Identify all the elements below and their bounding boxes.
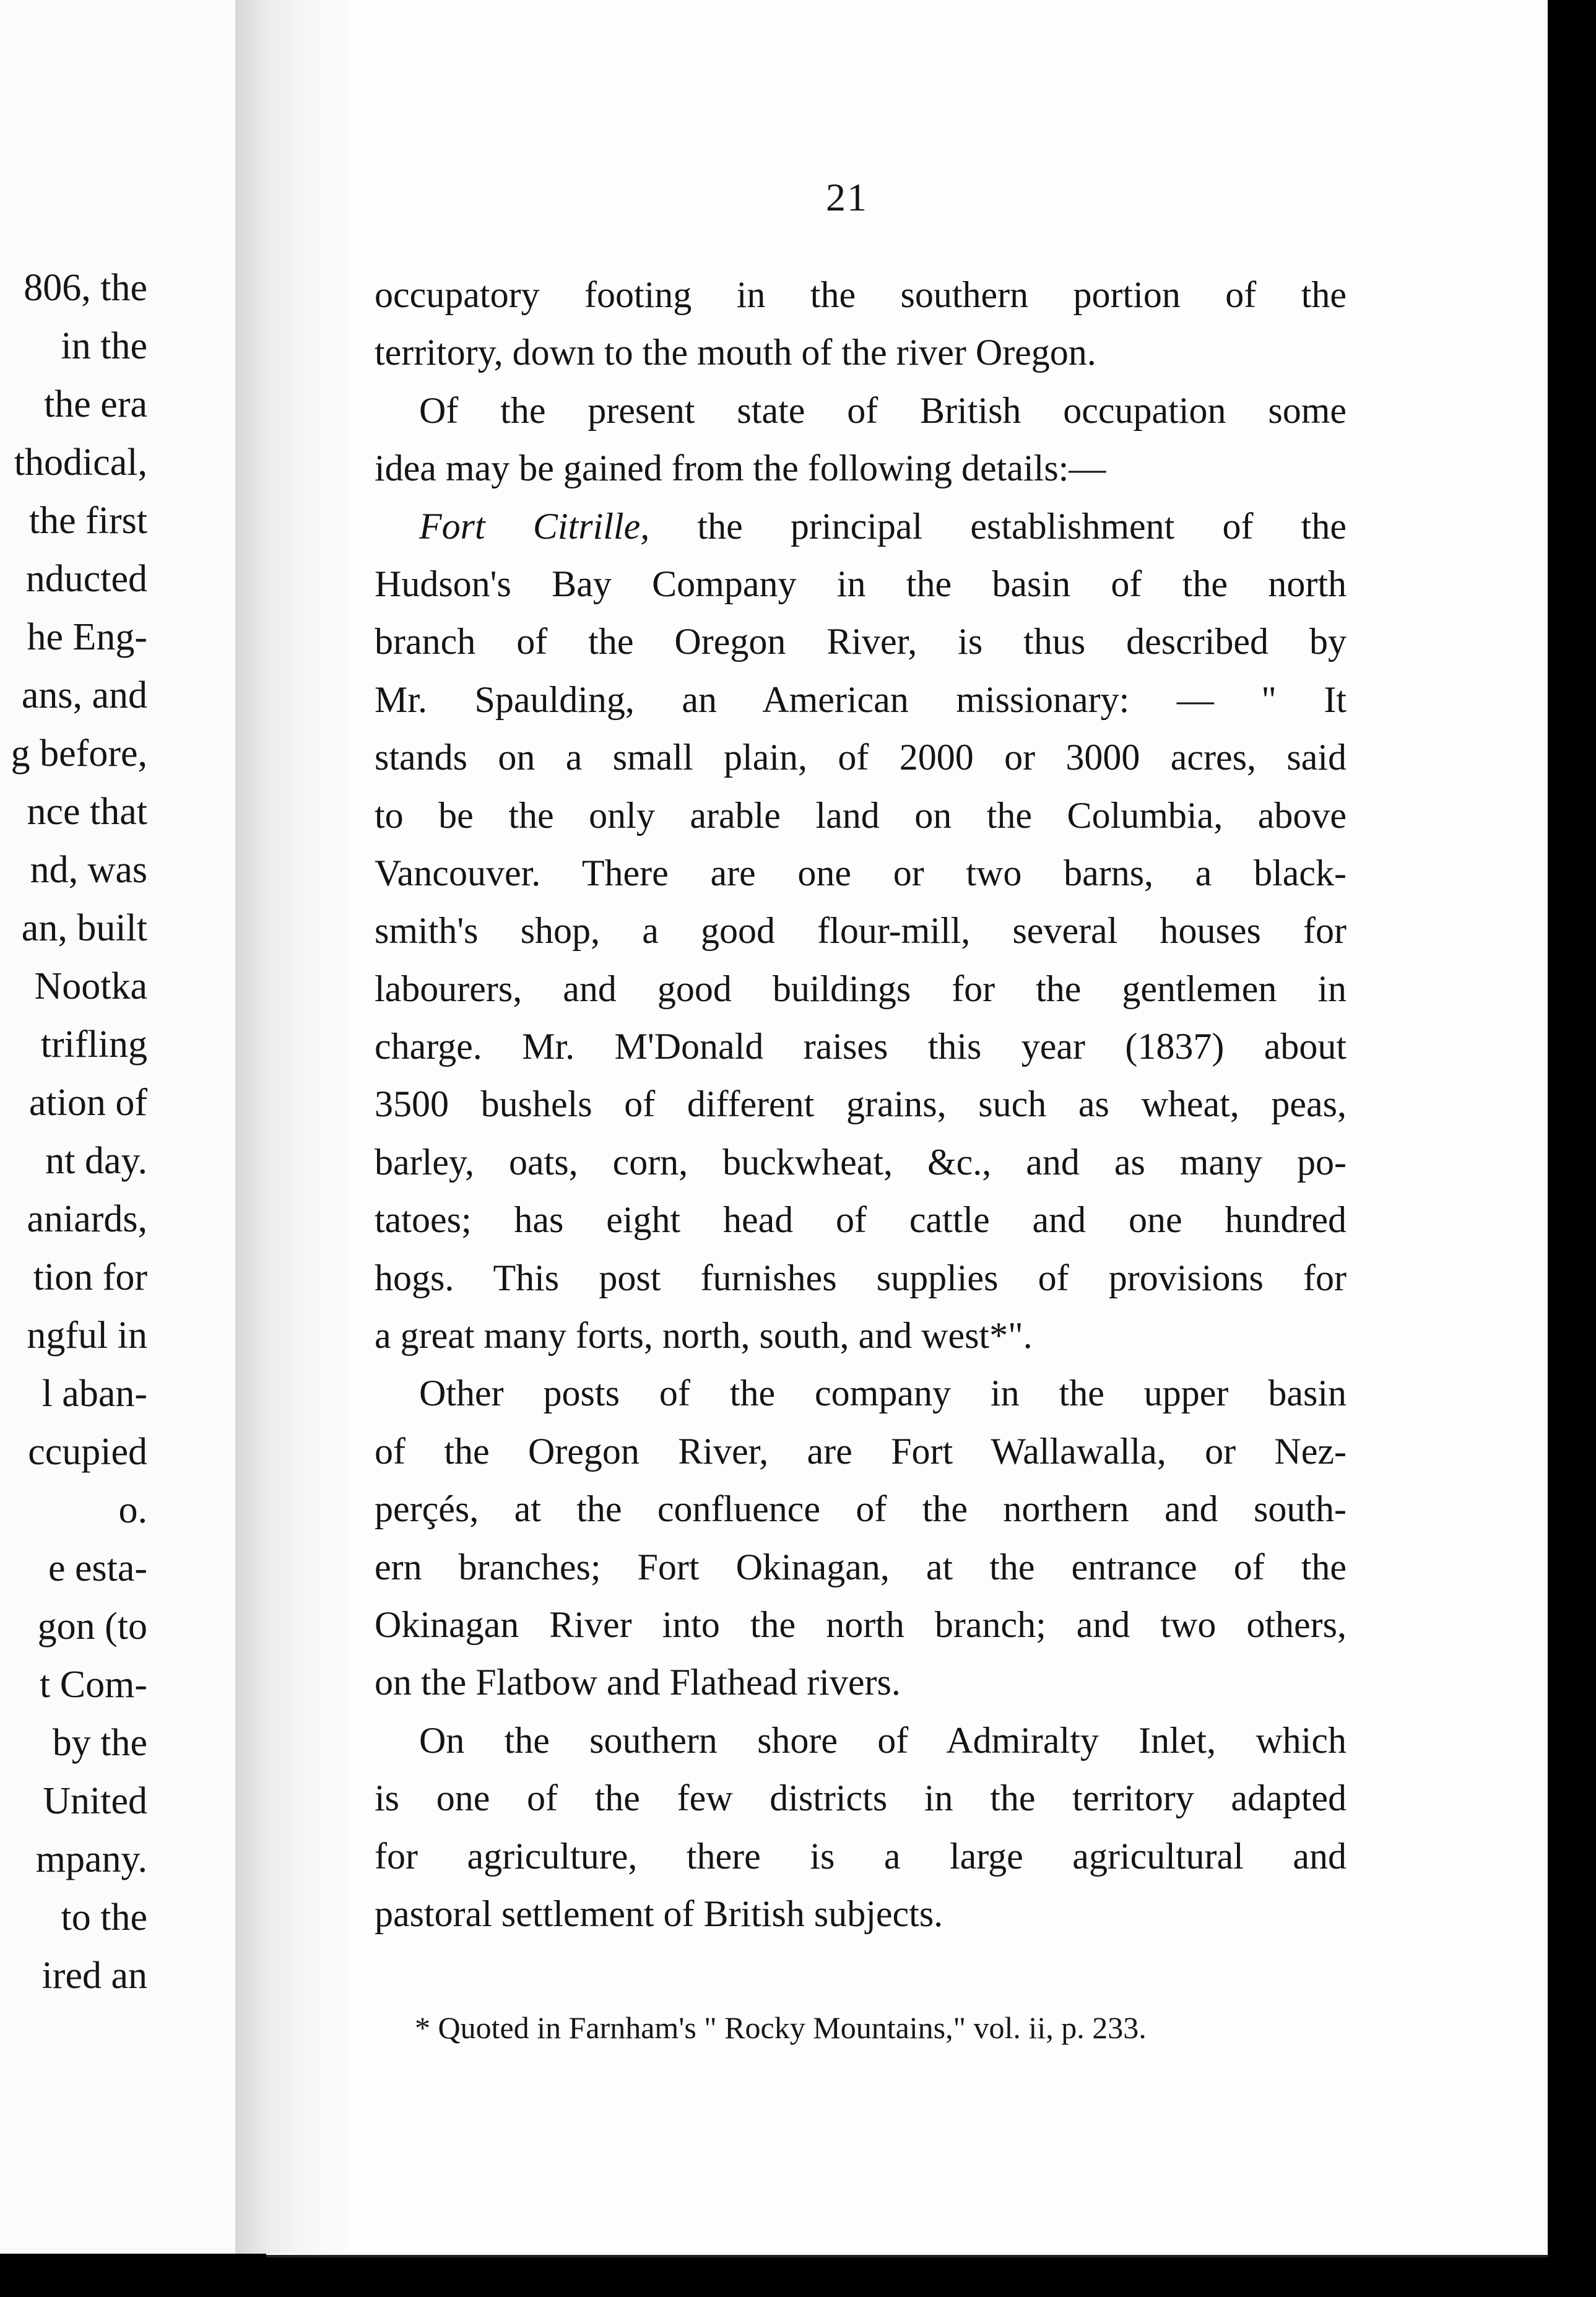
previous-page-sliver [0,0,236,2254]
previous-page-line: ccupied [28,1431,147,1473]
previous-page-line: l aban- [41,1373,147,1415]
text-line: a great many forts, north, south, and west*". [375,1315,1033,1357]
previous-page-line: ired an [41,1955,147,1997]
previous-page-line: in the [61,325,147,367]
text-line: charge. Mr. M'Donald raises this year (1837) about [375,1026,1347,1067]
text-line: to be the only arable land on the Columbia, above [375,794,1347,836]
previous-page-line: the era [44,383,147,425]
previous-page-line: the first [28,500,147,542]
text-line: Vancouver. There are one or two barns, a black- [375,852,1347,893]
previous-page-line: tion for [33,1256,147,1298]
text-line: on the Flatbow and Flathead rivers. [375,1662,901,1703]
text-line: Okinagan River into the north branch; and two others, [375,1604,1347,1645]
previous-page-text [11,259,147,2005]
previous-page-line: ans, and [21,674,147,716]
text-line: of the Oregon River, are Fort Wallawalla, or Nez- [375,1430,1347,1472]
text-line: Mr. Spaulding, an American missionary: — " It [375,679,1347,720]
line-text: the principal establishment of the [649,505,1347,547]
text-line: Other posts of the company in the upper basin [419,1373,1347,1414]
text-line: Hudson's Bay Company in the basin of the north [375,563,1347,604]
previous-page-line: nd, was [30,849,147,891]
italic-place-name: Fort Citrille, [419,505,650,547]
previous-page-line: g before, [11,732,147,775]
previous-page-line: ation of [28,1082,147,1124]
text-line [375,498,1347,555]
previous-page-line: nducted [25,558,147,600]
text-line: perçés, at the confluence of the northern and south- [375,1488,1347,1530]
footnote: * Quoted in Farnham's " Rocky Mountains," vol. ii, p. 233. [415,2010,1147,2045]
text-line: Of the present state of British occupation some [419,389,1347,431]
text-line: occupatory footing in the southern portion of the [375,274,1347,315]
text-line: ern branches; Fort Okinagan, at the entrance of the [375,1546,1347,1587]
previous-page-line: trifling [40,1023,147,1066]
text-line: On the southern shore of Admiralty Inlet, which [419,1719,1347,1761]
previous-page-line: aniards, [27,1198,147,1240]
text-line: tatoes; has eight head of cattle and one hundred [375,1199,1347,1241]
text-line: branch of the Oregon River, is thus described by [375,621,1347,662]
text-line: labourers, and good buildings for the gentlemen in [375,968,1347,1009]
text-line: for agriculture, there is a large agricultural and [375,1835,1347,1877]
text-line: stands on a small plain, of 2000 or 3000 acres, said [375,737,1347,778]
previous-page-line: by the [52,1722,147,1764]
page-number: 21 [826,175,868,219]
previous-page-line: United [43,1780,147,1822]
previous-page-line: Nootka [34,965,147,1007]
text-line: territory, down to the mouth of the river Oregon. [375,332,1096,373]
body-text [375,266,1347,1943]
previous-page-line: mpany. [35,1838,147,1880]
previous-page-line: an, built [21,907,147,949]
text-line: 3500 bushels of different grains, such as wheat, peas, [375,1083,1347,1125]
previous-page-line: 806, the [24,267,147,309]
book-gutter [235,0,347,2254]
previous-page-line: thodical, [14,441,147,484]
text-line: is one of the few districts in the territory adapted [375,1778,1347,1819]
previous-page-line: t Com- [40,1664,147,1706]
previous-page-line: e esta- [48,1547,147,1589]
previous-page-line: he Eng- [27,616,147,658]
previous-page-line: nce that [27,791,147,833]
previous-page-line: gon (to [37,1605,147,1648]
text-line: smith's shop, a good flour-mill, several houses for [375,910,1347,952]
text-line: barley, oats, corn, buckwheat, &c., and as many po- [375,1141,1347,1183]
previous-page-line: to the [61,1896,147,1939]
text-line: hogs. This post furnishes supplies of provisions for [375,1257,1347,1298]
previous-page-line: ngful in [27,1314,147,1357]
previous-page-line: o. [118,1489,147,1531]
previous-page-line: nt day. [45,1140,147,1182]
text-line: idea may be gained from the following details:— [375,448,1106,489]
text-line: pastoral settlement of British subjects. [375,1893,943,1934]
